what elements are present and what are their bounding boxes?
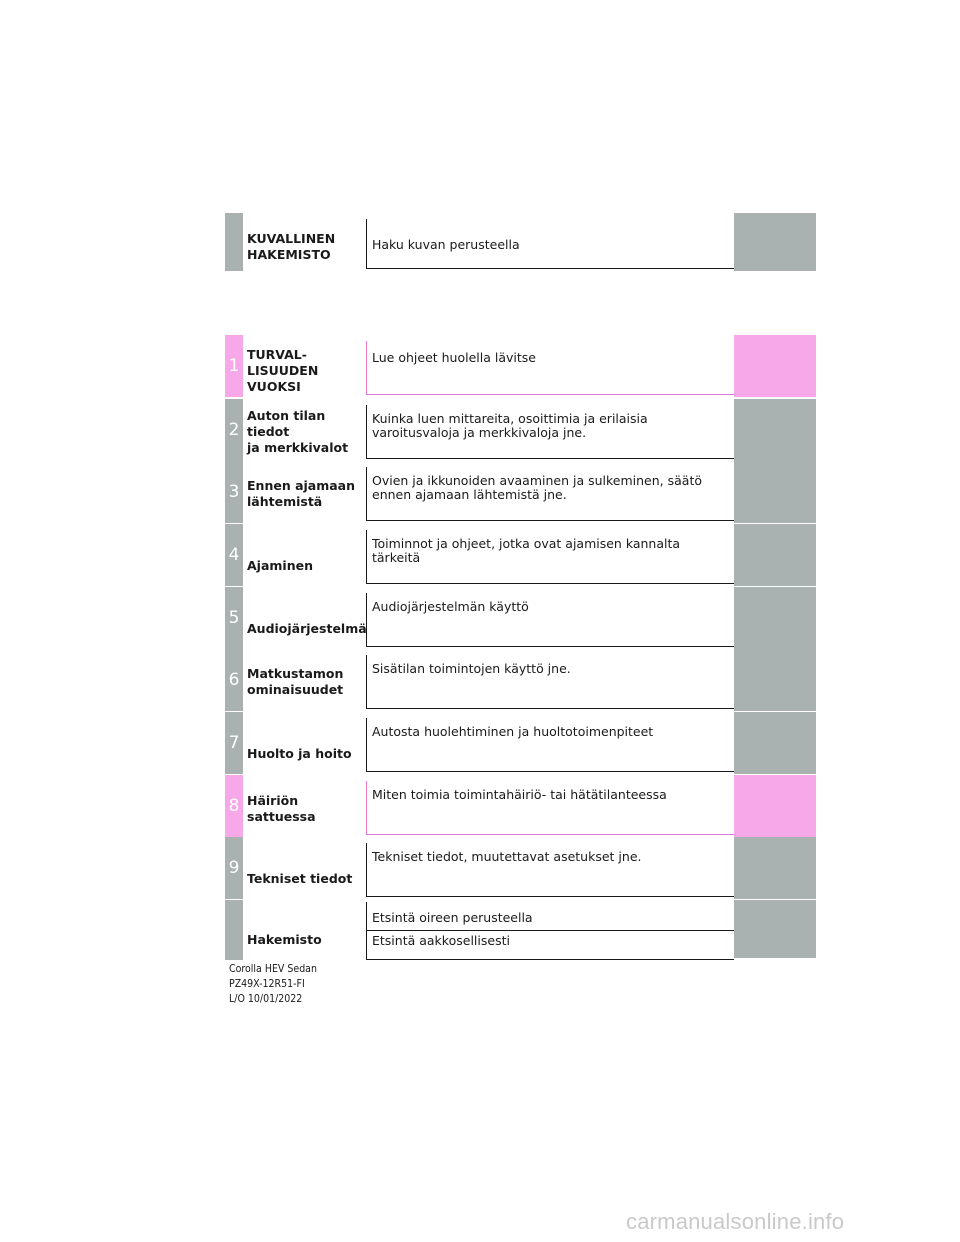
chapter-5[interactable] [225, 587, 816, 649]
chapter-tab[interactable] [734, 712, 816, 774]
chapter-title: Audiojärjestelmä [247, 621, 367, 636]
index-tab[interactable] [734, 213, 816, 271]
hakemisto-section[interactable] [225, 900, 816, 960]
chapter-content [366, 718, 734, 772]
hakemisto-item-alphabetical[interactable]: Etsintä aakkosellisesti [372, 933, 510, 948]
hakemisto-item-symptom[interactable]: Etsintä oireen perusteella [372, 910, 533, 925]
chapter-title: Matkustamon ominaisuudet [247, 666, 344, 697]
chapter-6[interactable] [225, 649, 816, 711]
chapter-number: 9 [225, 837, 243, 899]
chapter-description: Sisätilan toimintojen käyttö jne. [372, 661, 571, 676]
chapter-number: 4 [225, 524, 243, 586]
chapter-description: Miten toimia toimintahäiriö- tai hätätilanteessa [372, 787, 667, 802]
chapter-number: 7 [225, 712, 243, 774]
chapter-9[interactable] [225, 837, 816, 899]
chapter-tab[interactable] [734, 524, 816, 586]
chapter-tab[interactable] [734, 649, 816, 711]
footer-date: L/O 10/01/2022 [229, 993, 303, 1005]
hakemisto-divider [367, 930, 734, 931]
chapter-title: Huolto ja hoito [247, 746, 352, 761]
chapter-tab[interactable] [734, 837, 816, 899]
chapter-number: 1 [225, 335, 243, 397]
index-section[interactable] [225, 213, 816, 271]
chapter-tab[interactable] [734, 399, 816, 461]
chapter-content [366, 843, 734, 897]
chapter-3[interactable] [225, 461, 816, 523]
chapter-7[interactable] [225, 712, 816, 774]
footer [229, 962, 317, 1007]
hakemisto-content [366, 902, 734, 960]
chapter-4[interactable] [225, 524, 816, 586]
chapter-title: Häiriön sattuessa [247, 793, 316, 824]
chapter-content [366, 593, 734, 647]
index-description: Haku kuvan perusteella [372, 237, 520, 252]
chapter-content [366, 467, 734, 521]
chapter-content [366, 781, 734, 835]
chapter-tab[interactable] [734, 335, 816, 397]
chapter-8[interactable] [225, 775, 816, 837]
chapter-tab[interactable] [734, 775, 816, 837]
index-content [366, 219, 734, 269]
index-color-bar [225, 213, 243, 271]
chapter-description: Lue ohjeet huolella lävitse [372, 350, 536, 365]
chapter-content [366, 530, 734, 584]
chapter-tab[interactable] [734, 587, 816, 649]
chapter-description: Autosta huolehtiminen ja huoltotoimenpiteet [372, 724, 654, 739]
chapter-description: Audiojärjestelmän käyttö [372, 599, 529, 614]
chapter-content [366, 341, 734, 395]
hakemisto-tab[interactable] [734, 900, 816, 958]
chapter-title: Ajaminen [247, 558, 313, 573]
chapter-title: Auton tilan tiedot ja merkkivalot [247, 408, 349, 455]
chapter-number: 8 [225, 775, 243, 837]
chapter-content [366, 405, 734, 459]
chapter-content [366, 655, 734, 709]
footer-code: PZ49X-12R51-FI [229, 978, 305, 990]
chapter-tab[interactable] [734, 461, 816, 523]
hakemisto-color-bar [225, 900, 243, 960]
chapter-number: 5 [225, 587, 243, 649]
index-label: KUVALLINEN HAKEMISTO [247, 231, 336, 262]
chapter-title: Ennen ajamaan lähtemistä [247, 478, 356, 509]
chapter-description: Kuinka luen mittareita, osoittimia ja erilaisia varoitusvaloja ja merkkivaloja jne. [372, 411, 648, 440]
chapter-title: TURVAL- LISUUDEN VUOKSI [247, 347, 319, 394]
chapter-title: Tekniset tiedot [247, 871, 353, 886]
chapter-2[interactable] [225, 399, 816, 461]
chapter-description: Toiminnot ja ohjeet, jotka ovat ajamisen kannalta tärkeitä [372, 536, 681, 565]
chapter-number: 6 [225, 649, 243, 711]
chapter-description: Ovien ja ikkunoiden avaaminen ja sulkeminen, säätö ennen ajamaan lähtemistä jne. [372, 473, 702, 502]
chapter-1[interactable] [225, 335, 816, 397]
watermark: carmanualsonline.info [626, 1209, 845, 1234]
chapter-description: Tekniset tiedot, muutettavat asetukset jne. [372, 849, 642, 864]
hakemisto-title: Hakemisto [247, 932, 322, 947]
chapter-number: 3 [225, 461, 243, 523]
footer-model: Corolla HEV Sedan [229, 963, 317, 975]
chapter-number: 2 [225, 399, 243, 461]
